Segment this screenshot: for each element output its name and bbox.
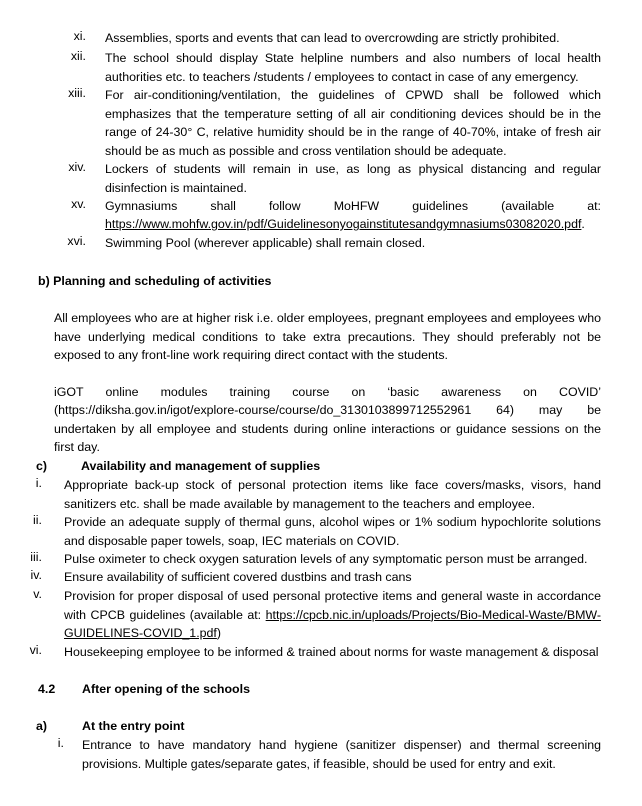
list-item: Appropriate back-up stock of personal protection items like face covers/masks, visors, hand sanitizers etc. shall be made available by management to the teachers and employee. [64,478,601,511]
section-heading: At the entry point [82,719,185,733]
list-num: i. [57,736,64,750]
list-num: xi. [73,29,86,43]
paragraph-line: iGOT online modules training course on ‘basic awareness on COVID’ [54,385,601,399]
list-item-link-line: https://www.mohfw.gov.in/pdf/Guidelinesonyogainstitutesandgymnasiums03082020.pdf. [105,217,585,231]
list-item: Lockers of students will remain in use, as long as physical distancing and regular disinfection is maintained. [105,162,601,195]
list-num: xii. [70,49,86,63]
list-num: iv. [30,568,42,582]
section-number: 4.2 [38,682,56,696]
list-item: Housekeeping employee to be informed & trained about norms for waste management & disposal [64,645,599,659]
list-item: Provision for proper disposal of used personal protective items and general waste in accordance with CPCB guidelines (available at: https://cpcb.nic.in/uploads/Projects/Bio-Medical-Waste/BMW-GUIDELINES-COVID_1.pdf) [64,589,601,640]
list-num: xvi. [67,234,86,248]
list-num: v. [33,587,42,601]
list-num: vi. [29,643,42,657]
list-item: Assemblies, sports and events that can lead to overcrowding are strictly prohibited. [105,31,560,45]
list-item: Provide an adequate supply of thermal guns, alcohol wipes or 1% sodium hypochlorite solutions and disposable paper towels, soap, IEC materials on COVID. [64,515,601,548]
section-heading: Availability and management of supplies [81,459,321,473]
list-item: For air-conditioning/ventilation, the guidelines of CPWD shall be followed which emphasizes that the temperature setting of all air conditioning devices should be in the range of 24-30° C, relative humidity should be in the range of 40-70%, intake of fresh air should be as much as possible and cross ventilation should be adequate. [105,88,601,158]
list-num: xiii. [68,86,86,100]
list-item: Pulse oximeter to check oxygen saturation levels of any symptomatic person must be arranged. [64,552,588,566]
list-num: ii. [33,513,42,527]
list-num: xiv. [68,160,86,174]
section-heading: After opening of the schools [82,682,250,696]
list-num: i. [35,476,42,490]
list-item: The school should display State helpline numbers and also numbers of local health authorities etc. to teachers /students / employees to contact in case of any emergency. [105,51,601,84]
section-heading: b) Planning and scheduling of activities [38,274,272,288]
list-item: Entrance to have mandatory hand hygiene (sanitizer dispenser) and thermal screening provisions. Multiple gates/separate gates, if feasible, should be used for entry and exit. [82,738,601,771]
cpcb-guidelines-link[interactable]: https://cpcb.nic.in/uploads/Projects/Bio-Medical-Waste/BMW-GUIDELINES-COVID_1.pdf [64,607,601,640]
guidelines-link[interactable]: https://www.mohfw.gov.in/pdf/Guidelinesonyogainstitutesandgymnasiums03082020.pdf [105,217,582,231]
list-num: xv. [71,197,86,211]
list-item: Ensure availability of sufficient covered dustbins and trash cans [64,570,412,584]
paragraph: (https://diksha.gov.in/igot/explore-course/course/do_3130103899712552961 64) may be undertaken by all employee and students during online interactions or guidance sessions on the first day. [54,403,601,454]
list-num: iii. [30,550,42,564]
paragraph: All employees who are at higher risk i.e. older employees, pregnant employees and employees who have underlying medical conditions to take extra precautions. They should preferably not be exposed to any front-line work requiring direct contact with the students. [54,311,601,362]
list-item: Swimming Pool (wherever applicable) shall remain closed. [105,236,426,250]
section-label: c) [36,459,48,473]
section-label: a) [36,719,48,733]
list-item: Gymnasiums shall follow MoHFW guidelines (available at: [105,199,601,213]
